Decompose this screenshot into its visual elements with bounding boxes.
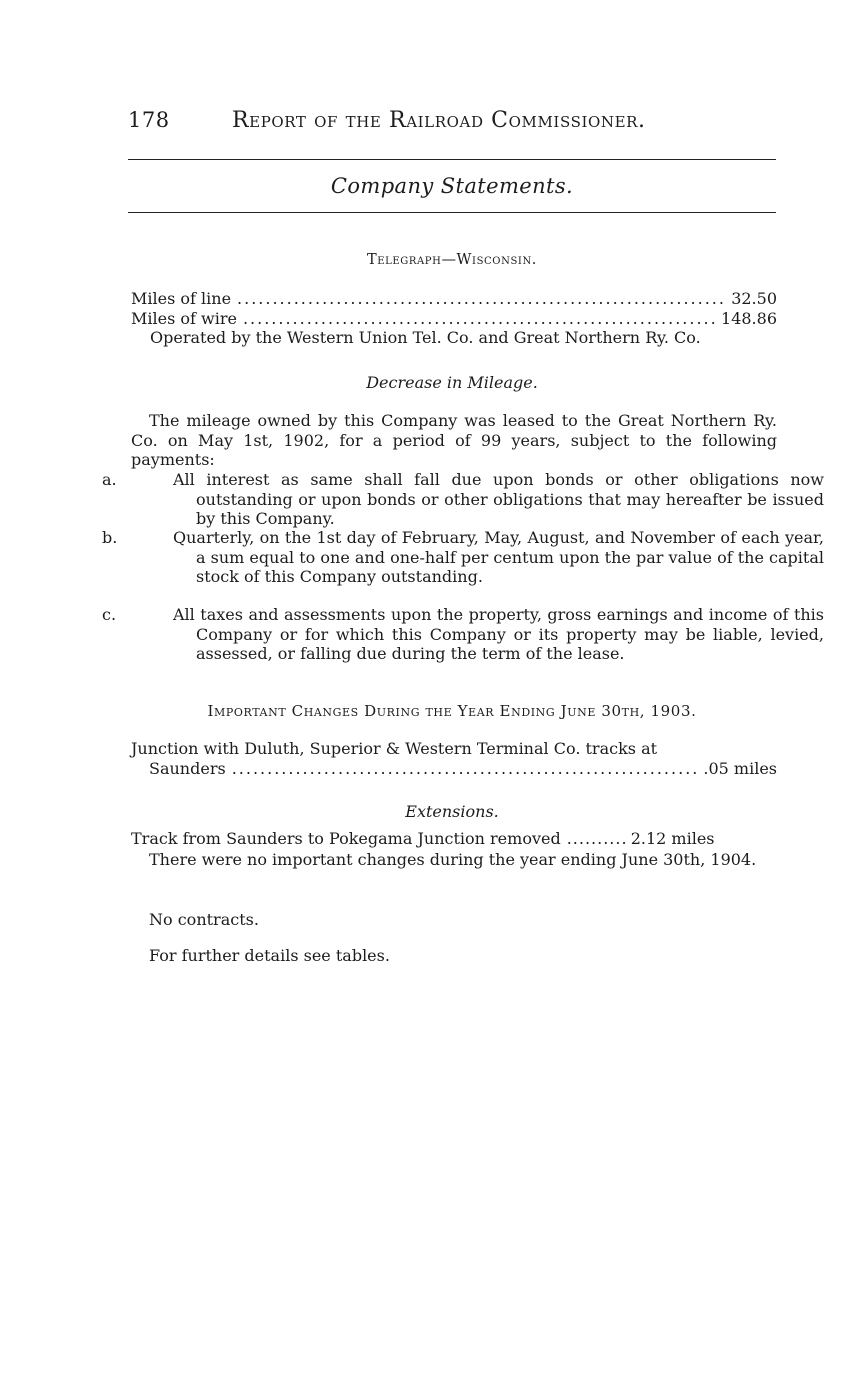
payment-text: Quarterly, on the 1st day of February, May, August, and November of each year, a sum equal to one and one-half per centum upon the par value of the capital stock of this Company outstanding. — [173, 528, 824, 587]
payment-text: All interest as same shall fall due upon bonds or other obligations now outstanding or upon bonds or other obligations that may hereafter be issued by this Company. — [173, 470, 824, 529]
section-title: Company Statements. — [330, 174, 574, 198]
running-head: Report of the Railroad Commissioner. — [232, 108, 646, 133]
payment-text: All taxes and assessments upon the property, gross earnings and income of this Company or for which this Company or its property may be liable, levied, assessed, or falling due during the term of the lease. — [173, 605, 824, 664]
miles-of-wire-row — [131, 309, 777, 329]
miles-of-line-label: Miles of line — [131, 289, 232, 308]
no-contracts-text: No contracts. — [149, 910, 259, 929]
junction-line-1: Junction with Duluth, Superior & Western Terminal Co. tracks at — [131, 739, 658, 758]
payment-item-a — [102, 470, 824, 529]
miles-of-wire-value: 148.86 — [721, 309, 777, 328]
company-heading: Telegraph—Wisconsin. — [366, 252, 538, 268]
junction-label: Saunders — [149, 759, 226, 778]
payment-item-c — [102, 605, 824, 664]
dot-leader — [243, 309, 715, 329]
dot-leader — [567, 829, 625, 849]
track-removed-value: 2.12 miles — [630, 829, 715, 848]
bottom-rule — [128, 212, 776, 213]
miles-of-line-value: 32.50 — [731, 289, 777, 308]
junction-row — [149, 759, 777, 779]
payment-marker: c. — [102, 605, 117, 624]
further-details-text: For further details see tables. — [149, 946, 390, 965]
dot-leader — [232, 759, 698, 779]
extensions-heading: Extensions. — [405, 802, 499, 821]
dot-leader — [237, 289, 725, 309]
page-header — [128, 108, 776, 138]
miles-of-line-row — [131, 289, 777, 309]
operated-by-text: Operated by the Western Union Tel. Co. and Great Northern Ry. Co. — [150, 328, 701, 347]
page-number: 178 — [128, 108, 170, 132]
payment-item-b — [102, 528, 824, 587]
decrease-paragraph: The mileage owned by this Company was leased to the Great Northern Ry. Co. on May 1st, 1902, for a period of 99 years, subject to the following payments: — [131, 411, 777, 470]
track-removed-label: Track from Saunders to Pokegama Junction removed — [131, 829, 561, 848]
decrease-heading: Decrease in Mileage. — [366, 373, 538, 392]
payment-marker: b. — [102, 528, 118, 547]
junction-value: .05 miles — [703, 759, 777, 778]
track-removed-row — [131, 829, 777, 849]
changes-heading: Important Changes During the Year Ending June 30th, 1903. — [207, 702, 697, 720]
top-rule — [128, 159, 776, 160]
miles-of-wire-label: Miles of wire — [131, 309, 237, 328]
payment-marker: a. — [102, 470, 117, 489]
no-changes-paragraph: There were no important changes during the year ending June 30th, 1904. — [149, 850, 757, 869]
